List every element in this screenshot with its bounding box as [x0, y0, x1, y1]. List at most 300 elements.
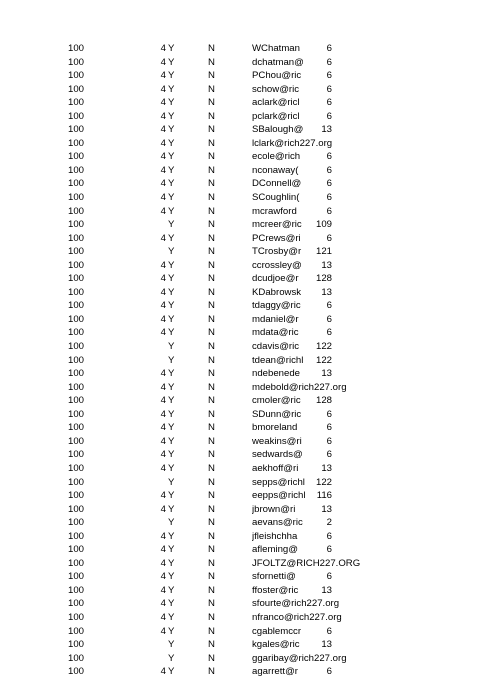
cell-flag-1: Y — [168, 205, 175, 217]
cell-flag-2: N — [208, 56, 215, 68]
table-row — [0, 286, 494, 300]
cell-flag-2: N — [208, 192, 215, 204]
table-row — [0, 245, 494, 259]
cell-email: sfornetti@ — [252, 571, 296, 583]
cell-code: 128 — [312, 272, 332, 286]
table-row — [0, 299, 494, 313]
table-row — [0, 530, 494, 544]
table-row — [0, 56, 494, 70]
cell-count: 4 — [160, 192, 166, 204]
table-row — [0, 218, 494, 232]
cell-count: 4 — [160, 97, 166, 109]
cell-flag-2: N — [208, 219, 215, 231]
table-row — [0, 164, 494, 178]
cell-email: JFOLTZ@RICH227.ORG — [252, 557, 361, 569]
cell-flag-1: Y — [168, 164, 175, 176]
cell-amount: 100 — [68, 341, 85, 353]
cell-count: 4 — [160, 422, 166, 434]
cell-code: 122 — [312, 354, 332, 368]
table-row — [0, 340, 494, 354]
cell-flag-2: N — [208, 151, 215, 163]
cell-code: 6 — [312, 56, 332, 70]
cell-email: ggaribay@rich227.org — [252, 652, 347, 664]
cell-flag-2: N — [208, 571, 215, 583]
cell-code: 6 — [312, 530, 332, 544]
cell-code: 6 — [312, 177, 332, 191]
cell-email: schow@ric — [252, 83, 300, 95]
cell-flag-2: N — [208, 381, 215, 393]
cell-email: aclark@ricl — [252, 97, 300, 109]
cell-count: 4 — [160, 164, 166, 176]
cell-count: 4 — [160, 232, 166, 244]
cell-amount: 100 — [68, 164, 85, 176]
cell-amount: 100 — [68, 598, 85, 610]
cell-flag-2: N — [208, 273, 215, 285]
cell-count: 4 — [160, 666, 166, 678]
cell-flag-1: Y — [168, 503, 175, 515]
table-row — [0, 503, 494, 517]
cell-count: 4 — [160, 381, 166, 393]
table-row — [0, 421, 494, 435]
table-row — [0, 516, 494, 530]
table-row — [0, 597, 494, 611]
cell-amount: 100 — [68, 449, 85, 461]
cell-amount: 100 — [68, 313, 85, 325]
cell-amount: 100 — [68, 435, 85, 447]
cell-flag-2: N — [208, 83, 215, 95]
cell-flag-2: N — [208, 327, 215, 339]
cell-email: cdavis@ric — [252, 341, 300, 353]
cell-amount: 100 — [68, 625, 85, 637]
cell-code: 6 — [312, 69, 332, 83]
cell-amount: 100 — [68, 110, 85, 122]
cell-code: 13 — [312, 367, 332, 381]
cell-flag-2: N — [208, 246, 215, 258]
cell-amount: 100 — [68, 246, 85, 258]
cell-email: bmoreland — [252, 422, 298, 434]
cell-flag-1: Y — [168, 192, 175, 204]
cell-count: 4 — [160, 137, 166, 149]
cell-email: dcudjoe@r — [252, 273, 299, 285]
cell-amount: 100 — [68, 124, 85, 136]
cell-code: 13 — [312, 259, 332, 273]
table-row — [0, 83, 494, 97]
cell-flag-2: N — [208, 395, 215, 407]
cell-code: 6 — [312, 164, 332, 178]
cell-flag-2: N — [208, 462, 215, 474]
cell-flag-1: Y — [168, 408, 175, 420]
cell-count: 4 — [160, 56, 166, 68]
table-row — [0, 42, 494, 56]
table-row — [0, 381, 494, 395]
cell-email: ffoster@ric — [252, 584, 299, 596]
cell-count: 4 — [160, 490, 166, 502]
cell-code: 122 — [312, 340, 332, 354]
cell-email: ecole@rich — [252, 151, 301, 163]
cell-amount: 100 — [68, 70, 85, 82]
cell-flag-1: Y — [168, 43, 175, 54]
cell-flag-1: Y — [168, 652, 175, 664]
cell-flag-2: N — [208, 666, 215, 678]
cell-count: 4 — [160, 598, 166, 610]
cell-amount: 100 — [68, 381, 85, 393]
cell-count: 4 — [160, 313, 166, 325]
cell-email: SCoughlin( — [252, 192, 300, 204]
cell-amount: 100 — [68, 178, 85, 190]
cell-flag-1: Y — [168, 286, 175, 298]
table-row — [0, 394, 494, 408]
table-row — [0, 584, 494, 598]
cell-count: 4 — [160, 259, 166, 271]
cell-code: 6 — [312, 421, 332, 435]
cell-email: eepps@richl — [252, 490, 306, 502]
cell-amount: 100 — [68, 97, 85, 109]
cell-flag-2: N — [208, 97, 215, 109]
cell-flag-1: Y — [168, 517, 175, 529]
cell-flag-1: Y — [168, 327, 175, 339]
cell-code: 6 — [312, 299, 332, 313]
table-row — [0, 435, 494, 449]
cell-email: mcrawford — [252, 205, 297, 217]
cell-flag-2: N — [208, 43, 215, 54]
cell-flag-2: N — [208, 625, 215, 637]
cell-flag-1: Y — [168, 124, 175, 136]
cell-amount: 100 — [68, 368, 85, 380]
cell-amount: 100 — [68, 137, 85, 149]
cell-count: 4 — [160, 43, 166, 54]
cell-flag-2: N — [208, 124, 215, 136]
cell-count: 4 — [160, 110, 166, 122]
cell-code: 6 — [312, 150, 332, 164]
cell-amount: 100 — [68, 354, 85, 366]
cell-amount: 100 — [68, 639, 85, 651]
cell-flag-2: N — [208, 476, 215, 488]
table-row — [0, 326, 494, 340]
cell-amount: 100 — [68, 56, 85, 68]
cell-flag-2: N — [208, 422, 215, 434]
cell-email: dchatman@ — [252, 56, 304, 68]
cell-count: 4 — [160, 205, 166, 217]
cell-code: 6 — [312, 570, 332, 584]
cell-flag-1: Y — [168, 151, 175, 163]
cell-email: weakins@ri — [252, 435, 302, 447]
table-row — [0, 137, 494, 151]
cell-code: 109 — [312, 218, 332, 232]
cell-amount: 100 — [68, 544, 85, 556]
cell-flag-2: N — [208, 341, 215, 353]
cell-flag-2: N — [208, 557, 215, 569]
cell-flag-2: N — [208, 598, 215, 610]
cell-email: aekhoff@ri — [252, 462, 299, 474]
cell-flag-1: Y — [168, 341, 175, 353]
cell-flag-1: Y — [168, 219, 175, 231]
cell-count: 4 — [160, 625, 166, 637]
cell-flag-2: N — [208, 408, 215, 420]
cell-code: 116 — [312, 489, 332, 503]
cell-amount: 100 — [68, 517, 85, 529]
cell-email: aevans@ric — [252, 517, 303, 529]
cell-amount: 100 — [68, 530, 85, 542]
cell-amount: 100 — [68, 205, 85, 217]
cell-code: 13 — [312, 462, 332, 476]
cell-code: 6 — [312, 543, 332, 557]
cell-flag-2: N — [208, 584, 215, 596]
cell-flag-1: Y — [168, 110, 175, 122]
table-row — [0, 638, 494, 652]
cell-flag-2: N — [208, 137, 215, 149]
cell-email: tdean@richl — [252, 354, 304, 366]
cell-code: 13 — [312, 503, 332, 517]
cell-flag-2: N — [208, 652, 215, 664]
cell-email: jbrown@ri — [252, 503, 296, 515]
cell-flag-1: Y — [168, 354, 175, 366]
cell-amount: 100 — [68, 286, 85, 298]
cell-count: 4 — [160, 530, 166, 542]
table-row — [0, 625, 494, 639]
table-row — [0, 191, 494, 205]
cell-email: sedwards@ — [252, 449, 303, 461]
cell-code: 6 — [312, 232, 332, 246]
cell-email: lclark@rich227.org — [252, 137, 333, 149]
table-row — [0, 543, 494, 557]
cell-flag-1: Y — [168, 435, 175, 447]
cell-code: 6 — [312, 326, 332, 340]
cell-amount: 100 — [68, 151, 85, 163]
cell-amount: 100 — [68, 557, 85, 569]
cell-flag-2: N — [208, 639, 215, 651]
cell-flag-1: Y — [168, 639, 175, 651]
cell-flag-1: Y — [168, 666, 175, 678]
cell-flag-2: N — [208, 259, 215, 271]
cell-code: 6 — [312, 110, 332, 124]
cell-email: tdaggy@ric — [252, 300, 301, 312]
cell-flag-1: Y — [168, 476, 175, 488]
cell-flag-2: N — [208, 205, 215, 217]
cell-flag-1: Y — [168, 300, 175, 312]
cell-email: PChou@ric — [252, 70, 302, 82]
cell-amount: 100 — [68, 503, 85, 515]
cell-code: 6 — [312, 435, 332, 449]
cell-code: 13 — [312, 123, 332, 137]
cell-count: 4 — [160, 300, 166, 312]
cell-email: afleming@ — [252, 544, 299, 556]
cell-count: 4 — [160, 327, 166, 339]
cell-count: 4 — [160, 395, 166, 407]
cell-count: 4 — [160, 70, 166, 82]
cell-amount: 100 — [68, 666, 85, 678]
table-body — [0, 42, 494, 679]
cell-code: 6 — [312, 625, 332, 639]
table-row — [0, 476, 494, 490]
cell-flag-1: Y — [168, 97, 175, 109]
cell-flag-1: Y — [168, 178, 175, 190]
cell-flag-1: Y — [168, 422, 175, 434]
cell-flag-1: Y — [168, 462, 175, 474]
cell-code: 6 — [312, 205, 332, 219]
cell-amount: 100 — [68, 327, 85, 339]
cell-flag-2: N — [208, 368, 215, 380]
cell-email: WChatman — [252, 43, 300, 54]
cell-email: mdebold@rich227.org — [252, 381, 347, 393]
table-row — [0, 259, 494, 273]
cell-flag-1: Y — [168, 246, 175, 258]
cell-amount: 100 — [68, 273, 85, 285]
cell-flag-2: N — [208, 517, 215, 529]
table-row — [0, 462, 494, 476]
cell-code: 13 — [312, 638, 332, 652]
cell-flag-1: Y — [168, 449, 175, 461]
table-row — [0, 205, 494, 219]
table-row — [0, 110, 494, 124]
cell-amount: 100 — [68, 408, 85, 420]
cell-amount: 100 — [68, 611, 85, 623]
cell-flag-1: Y — [168, 625, 175, 637]
cell-count: 4 — [160, 368, 166, 380]
cell-amount: 100 — [68, 422, 85, 434]
cell-code: 6 — [312, 448, 332, 462]
cell-amount: 100 — [68, 43, 85, 54]
cell-code: 13 — [312, 286, 332, 300]
cell-flag-1: Y — [168, 137, 175, 149]
cell-flag-1: Y — [168, 56, 175, 68]
table-row — [0, 69, 494, 83]
cell-amount: 100 — [68, 571, 85, 583]
cell-count: 4 — [160, 273, 166, 285]
cell-email: agarrett@r — [252, 666, 298, 678]
cell-amount: 100 — [68, 476, 85, 488]
cell-flag-2: N — [208, 354, 215, 366]
cell-count: 4 — [160, 286, 166, 298]
cell-flag-2: N — [208, 300, 215, 312]
cell-count: 4 — [160, 124, 166, 136]
table-row — [0, 665, 494, 679]
cell-amount: 100 — [68, 232, 85, 244]
table-row — [0, 354, 494, 368]
cell-email: jfleishchha — [252, 530, 298, 542]
cell-code: 6 — [312, 313, 332, 327]
cell-flag-1: Y — [168, 381, 175, 393]
cell-email: sepps@richl — [252, 476, 305, 488]
cell-amount: 100 — [68, 192, 85, 204]
cell-count: 4 — [160, 462, 166, 474]
table-row — [0, 272, 494, 286]
cell-flag-1: Y — [168, 259, 175, 271]
cell-count: 4 — [160, 435, 166, 447]
cell-code: 6 — [312, 96, 332, 110]
cell-count: 4 — [160, 503, 166, 515]
cell-amount: 100 — [68, 652, 85, 664]
table-row — [0, 150, 494, 164]
cell-email: KDabrowsk — [252, 286, 302, 298]
table-row — [0, 611, 494, 625]
cell-amount: 100 — [68, 462, 85, 474]
cell-flag-2: N — [208, 164, 215, 176]
cell-flag-1: Y — [168, 571, 175, 583]
cell-email: mdaniel@r — [252, 313, 299, 325]
cell-flag-2: N — [208, 449, 215, 461]
cell-amount: 100 — [68, 490, 85, 502]
table-row — [0, 177, 494, 191]
cell-email: ccrossley@ — [252, 259, 302, 271]
cell-email: mdata@ric — [252, 327, 299, 339]
cell-count: 4 — [160, 571, 166, 583]
cell-amount: 100 — [68, 83, 85, 95]
cell-flag-2: N — [208, 530, 215, 542]
cell-amount: 100 — [68, 300, 85, 312]
cell-count: 4 — [160, 584, 166, 596]
cell-code: 6 — [312, 42, 332, 56]
cell-flag-2: N — [208, 110, 215, 122]
table-row — [0, 313, 494, 327]
cell-count: 4 — [160, 178, 166, 190]
cell-email: SBalough@ — [252, 124, 304, 136]
cell-count: 4 — [160, 83, 166, 95]
cell-email: sfourte@rich227.org — [252, 598, 340, 610]
cell-flag-2: N — [208, 503, 215, 515]
table-row — [0, 448, 494, 462]
cell-flag-1: Y — [168, 611, 175, 623]
table-row — [0, 489, 494, 503]
cell-email: pclark@ricl — [252, 110, 300, 122]
cell-amount: 100 — [68, 395, 85, 407]
cell-code: 13 — [312, 584, 332, 598]
cell-flag-1: Y — [168, 598, 175, 610]
cell-flag-2: N — [208, 313, 215, 325]
cell-flag-1: Y — [168, 70, 175, 82]
cell-code: 2 — [312, 516, 332, 530]
cell-flag-1: Y — [168, 584, 175, 596]
cell-flag-2: N — [208, 490, 215, 502]
cell-flag-1: Y — [168, 232, 175, 244]
table-row — [0, 557, 494, 571]
cell-email: TCrosby@r — [252, 246, 302, 258]
cell-count: 4 — [160, 449, 166, 461]
cell-email: cgablemccr — [252, 625, 302, 637]
table-row — [0, 652, 494, 666]
cell-flag-1: Y — [168, 395, 175, 407]
cell-email: cmoler@ric — [252, 395, 301, 407]
cell-flag-2: N — [208, 178, 215, 190]
cell-email: nfranco@rich227.org — [252, 611, 342, 623]
table-row — [0, 367, 494, 381]
table-row — [0, 570, 494, 584]
cell-code: 128 — [312, 394, 332, 408]
cell-email: SDunn@ric — [252, 408, 302, 420]
cell-code: 122 — [312, 476, 332, 490]
cell-count: 4 — [160, 544, 166, 556]
cell-flag-2: N — [208, 232, 215, 244]
cell-code: 6 — [312, 665, 332, 679]
cell-code: 6 — [312, 191, 332, 205]
cell-code: 6 — [312, 83, 332, 97]
cell-flag-2: N — [208, 611, 215, 623]
table-row — [0, 232, 494, 246]
cell-flag-1: Y — [168, 273, 175, 285]
cell-email: kgales@ric — [252, 639, 300, 651]
cell-flag-2: N — [208, 544, 215, 556]
cell-flag-2: N — [208, 286, 215, 298]
cell-count: 4 — [160, 611, 166, 623]
cell-code: 121 — [312, 245, 332, 259]
cell-flag-1: Y — [168, 544, 175, 556]
cell-flag-1: Y — [168, 368, 175, 380]
cell-amount: 100 — [68, 259, 85, 271]
cell-email: mcreer@ric — [252, 219, 302, 231]
cell-flag-1: Y — [168, 490, 175, 502]
cell-amount: 100 — [68, 584, 85, 596]
cell-email: DConnell@ — [252, 178, 302, 190]
cell-count: 4 — [160, 408, 166, 420]
